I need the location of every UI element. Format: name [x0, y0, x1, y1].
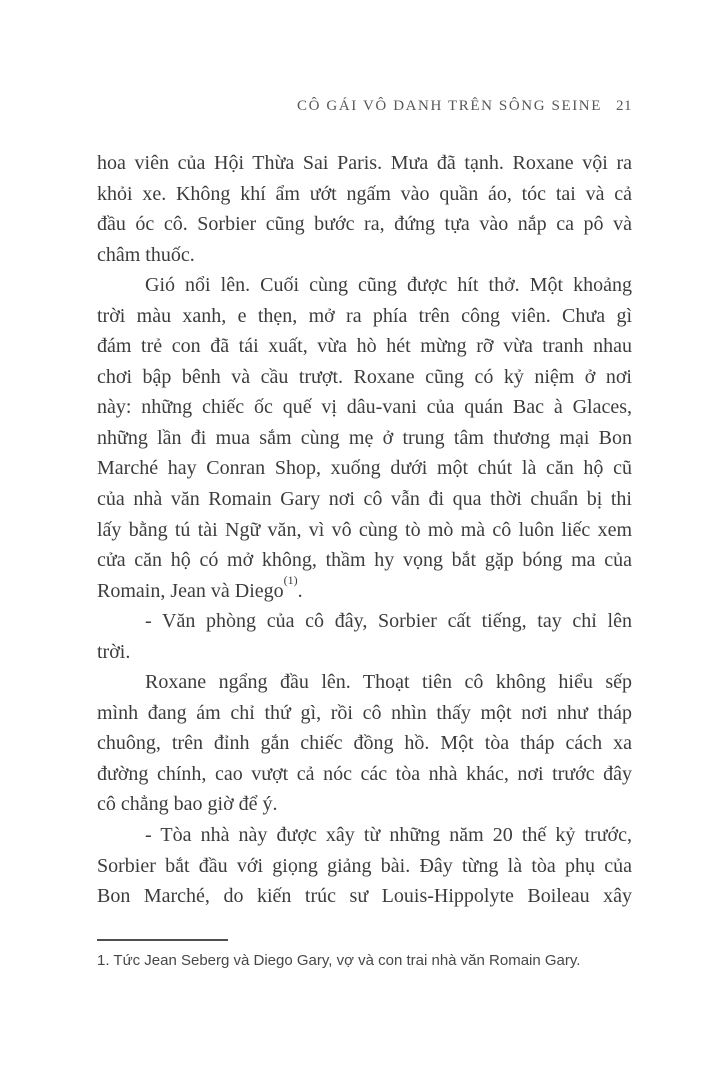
- footnote-ref-marker: (1): [283, 572, 298, 587]
- text-line: đầu óc cô. Sorbier cũng bước ra, đứng tựa vào nắp ca pô và: [97, 213, 632, 236]
- text-line: những lần đi mua sắm cùng mẹ ở trung tâm thương mại Bon: [97, 426, 632, 449]
- text-line: của nhà văn Romain Gary nơi cô vẫn đi qua thời chuẩn bị thi: [97, 488, 632, 511]
- running-header: [97, 98, 632, 115]
- text-line: này: những chiếc ốc quế vị dâu-vani của quán Bac à Glaces,: [97, 396, 632, 419]
- text-line: đám trẻ con đã tái xuất, vừa hò hét mừng rỡ vừa tranh nhau: [97, 335, 632, 358]
- body-text: [97, 148, 632, 912]
- text-line: mình đang ám chỉ thứ gì, rồi cô nhìn thấy một nơi như tháp: [97, 701, 632, 724]
- text-line: trời màu xanh, e thẹn, mở ra phía trên công viên. Chưa gì: [97, 304, 632, 327]
- text-line: khỏi xe. Không khí ẩm ướt ngấm vào quần áo, tóc tai và cả: [97, 182, 632, 205]
- text-line: - Tòa nhà này được xây từ những năm 20 thế kỷ trước,: [145, 824, 632, 847]
- text-line: Sorbier bắt đầu với giọng giảng bài. Đây từng là tòa phụ của: [97, 854, 632, 877]
- footnote: 1. Tức Jean Seberg và Diego Gary, vợ và con trai nhà văn Romain Gary.: [97, 952, 581, 969]
- text-line: Romain, Jean và Diego$^{(1)}$.: [97, 572, 303, 602]
- text-line: chuông, trên đỉnh gắn chiếc đồng hồ. Một tòa tháp cách xa: [97, 732, 632, 755]
- text-line: Bon Marché, do kiến trúc sư Louis-Hippolyte Boileau xây: [97, 885, 632, 908]
- page-number: 21: [616, 98, 632, 114]
- text-line: hoa viên của Hội Thừa Sai Paris. Mưa đã tạnh. Roxane vội ra: [97, 152, 632, 174]
- text-line: - Văn phòng của cô đây, Sorbier cất tiếng, tay chỉ lên: [145, 610, 632, 633]
- text-line: đường chính, cao vượt cả nóc các tòa nhà khác, nơi trước đây: [97, 762, 632, 785]
- text-line: châm thuốc.: [97, 243, 195, 266]
- text-line: chơi bập bênh và cầu trượt. Roxane cũng có kỷ niệm ở nơi: [97, 365, 632, 388]
- text-line: cô chẳng bao giờ để ý.: [97, 793, 278, 816]
- footnote-separator: [97, 939, 228, 941]
- running-title: CÔ GÁI VÔ DANH TRÊN SÔNG SEINE: [297, 98, 602, 114]
- text-line: Marché hay Conran Shop, xuống dưới một chút là căn hộ cũ: [97, 457, 632, 480]
- text-line: cửa căn hộ có mở không, thầm hy vọng bắt gặp bóng ma của: [97, 549, 632, 572]
- text-line: Gió nổi lên. Cuối cùng cũng được hít thở. Một khoảng: [145, 274, 632, 297]
- text-line: Roxane ngẩng đầu lên. Thoạt tiên cô không hiểu sếp: [145, 671, 632, 694]
- text-line: lấy bằng tú tài Ngữ văn, vì vô cùng tò mò mà cô luôn liếc xem: [97, 518, 632, 541]
- text-line: trời.: [97, 640, 131, 663]
